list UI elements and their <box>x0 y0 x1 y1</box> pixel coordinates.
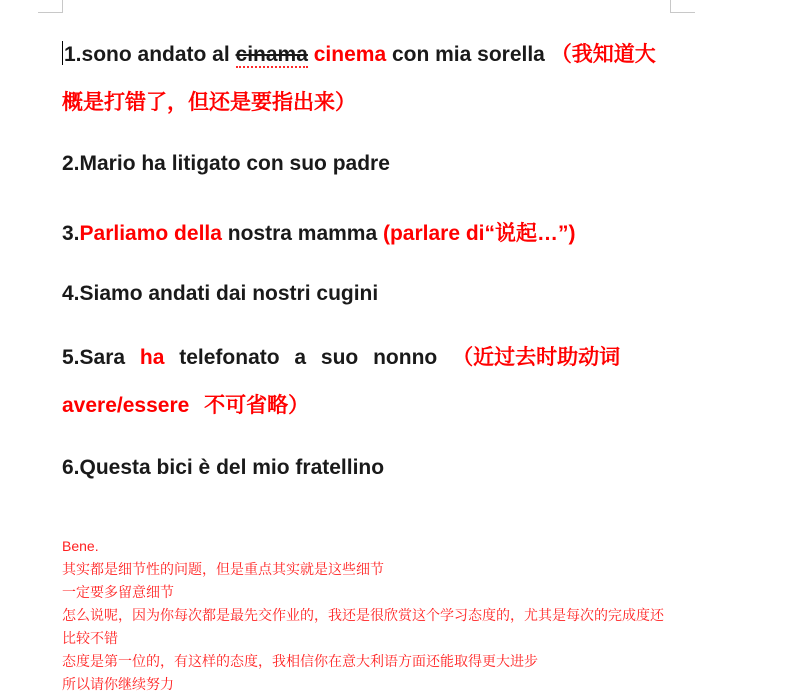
sentence-1-text-c: con mia sorella <box>386 43 545 66</box>
sentence-6: 6.Questa bici è del mio fratellino <box>62 456 385 479</box>
page-corner-marker-left <box>38 0 63 13</box>
sentence-2: 2.Mario ha litigato con suo padre <box>62 152 390 175</box>
sentence-3 <box>62 217 576 247</box>
sentence-3-correction: Parliamo della <box>79 222 222 245</box>
page-corner-marker-right <box>670 0 695 13</box>
misspelled-word-struck: cinama <box>235 43 308 66</box>
comment-line: 所以请你继续努力 <box>62 676 174 692</box>
correction-word: cinema <box>313 43 387 66</box>
teacher-note-1: （我知道大概是打错了，但还是要指出来） <box>62 43 656 114</box>
comment-line: 一定要多留意细节 <box>62 584 174 600</box>
sentence-3-number: 3. <box>62 222 80 245</box>
text-cursor <box>62 41 63 65</box>
teacher-note-5: （近过去时助动词avere/essere 不可省略） <box>62 346 621 417</box>
sentence-4: 4.Siamo andati dai nostri cugini <box>62 282 379 305</box>
comment-line: Bene. <box>62 538 99 554</box>
sentence-1-text-a: sono andato al <box>81 43 236 66</box>
sentence-5 <box>62 334 674 430</box>
comment-line: 态度是第一位的，有这样的态度，我相信你在意大利语方面还能取得更大进步 <box>62 653 538 669</box>
sentence-5-text-a: 5.Sara <box>62 346 140 369</box>
sentence-1[interactable] <box>62 31 674 127</box>
comment-line: 怎么说呢，因为你每次都是最先交作业的，我还是很欣赏这个学习态度的，尤其是每次的完成度还比较不错 <box>62 607 664 646</box>
comment-line: 其实都是细节性的问题，但是重点其实就是这些细节 <box>62 561 384 577</box>
sentence-1-number: 1. <box>64 43 82 66</box>
sentence-5-text-b: telefonato a suo nonno <box>164 346 438 369</box>
sentence-3-text: nostra mamma <box>221 222 383 245</box>
teacher-note-3: (parlare di“说起…”) <box>382 222 576 245</box>
sentence-5-correction: ha <box>139 346 165 369</box>
teacher-comment <box>62 535 674 696</box>
